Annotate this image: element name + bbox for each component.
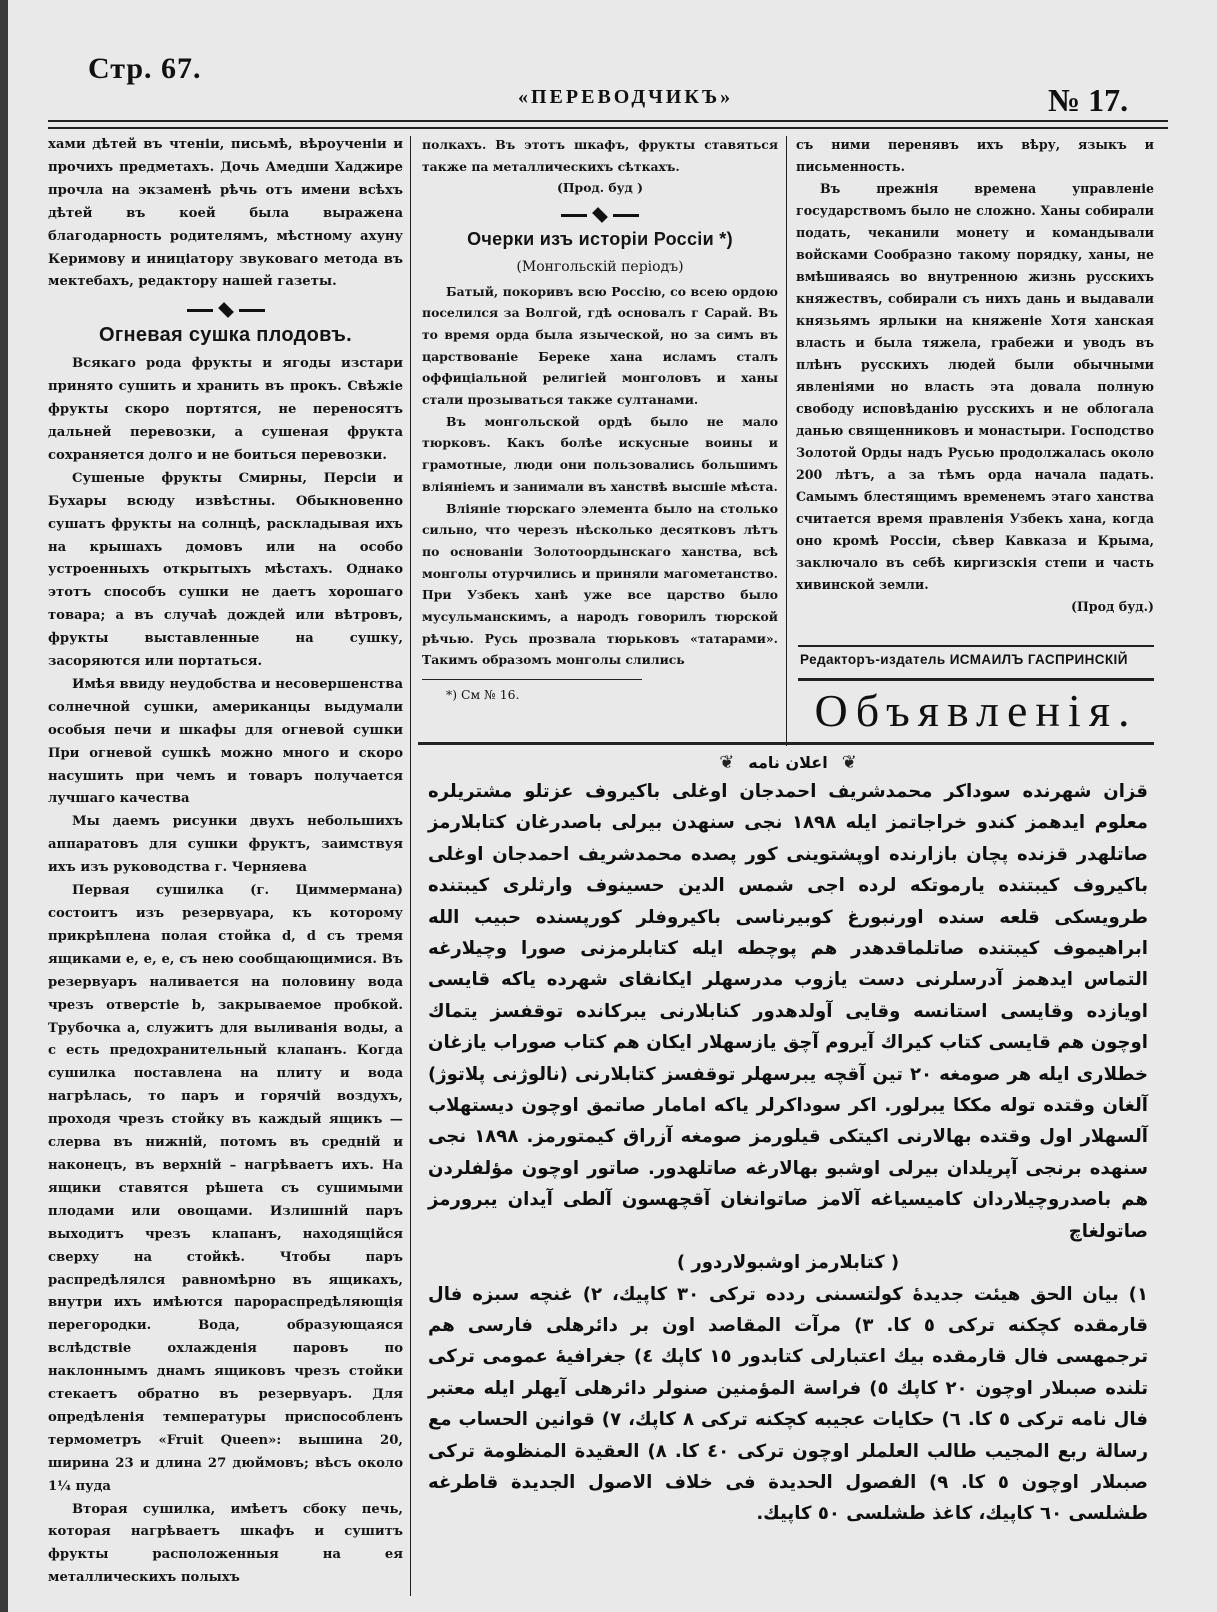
ad-title: اعلان نامه xyxy=(748,753,828,772)
ad-title-row xyxy=(428,750,1148,776)
left-continuation: хами дѣтей въ чтеніи, письмѣ, вѣроученіи и прочихъ предметахъ. Дочь Амедши Хаджире прочла на экзаменѣ рѣчь отъ имени всѣхъ дѣтей въ коей была выражена благодарность родителямъ, мѣстному ахуну Керимову и иниціатору звуковаго метода въ мектебахъ, редактору нашей газеты. xyxy=(48,137,403,290)
editor-publisher: Редакторъ-издатель ИСМАИЛЪ ГАСПРИНСКІЙ xyxy=(800,652,1128,667)
section-ornament xyxy=(422,205,778,225)
article-paragraph: Сушеные фрукты Смирны, Персіи и Бухары всюду извѣстны. Обыкновенно сушатъ фрукты на солнцѣ, раскладывая ихъ на крышахъ домовъ или на особо устроенныхъ открытыхъ мѣстахъ. Однако этотъ способъ сушки не даетъ хорошаго товара; а въ случаѣ дождей или вѣтровъ, фрукты выставленные на сушку, засоряются или портаться. xyxy=(48,470,403,670)
left-column xyxy=(48,134,403,1590)
ad-list-title: ( كتابلارمز اوشبولاردور ) xyxy=(676,1252,900,1274)
article-paragraph: Мы даемъ рисунки двухъ небольшихъ аппаратовъ для сушки фруктъ, заимствуя ихъ изъ руководства г. Черняева xyxy=(48,814,403,876)
diamond-ornament-icon xyxy=(218,302,234,318)
section-title-drying: Огневая сушка плодовъ. xyxy=(99,324,352,347)
continued-note: (Прод буд.) xyxy=(1070,599,1154,614)
issue-number: № 17. xyxy=(1048,82,1129,118)
column-divider-2 xyxy=(786,136,787,746)
section-title-history: Очерки изъ исторіи Россіи *) xyxy=(467,229,733,250)
section-subtitle: (Монгольскій періодъ) xyxy=(516,258,684,275)
footnote: *) См № 16. xyxy=(446,687,520,703)
column-divider-1 xyxy=(410,136,411,1596)
advertisements-heading: Объявленія. xyxy=(814,685,1138,736)
section-ornament xyxy=(48,300,403,320)
flourish-ornament-icon: ❦ xyxy=(719,752,735,773)
editor-rule-bottom xyxy=(798,678,1154,681)
middle-column xyxy=(422,134,778,706)
article-paragraph: Первая сушилка (г. Циммермана) состоитъ изъ резервуара, къ которому прикрѣплена полая стойка d, d съ тремя ящиками e, e, e, съ нею сообщающимися. Въ резервуаръ наливается на половину вода чрезъ отверстіе b, закрываемое пробкой. Трубочка a, служитъ для выливанія воды, а c есть предохранительный клапанъ. Когда сушилка поставлена на плиту и вода нагрѣлась, то паръ и горячій воздухъ, проходя чрезъ стойку въ каждый ящикъ —слерва въ нижній, потомъ въ средній и наконецъ, въ верхній – нагрѣваетъ ихъ. На ящики ставятся рѣшета съ сушимыми плодами или овощами. Излишній паръ выходитъ чрезъ клапанъ, находящійся сверху на стойкѣ. Чтобы паръ распредѣлялся равномѣрно въ ящикахъ, внутри ихъ имѣются парораспредѣляющія перегородки. Вода, образующаяся вслѣдствіе охлажденія паровъ по наклоннымъ днамъ ящиковъ чрезъ стойки стекаетъ обратно въ резервуаръ. Для опредѣленія температуры приспособленъ термометръ «Fruit Queen»: вышина 20, ширина 23 и длина 27 дюймовъ; вѣсъ около 1¼ пуда xyxy=(48,883,403,1494)
article-paragraph: Имѣя ввиду неудобства и несовершенства солнечной сушки, американцы выдумали особыя печи и шкафы для огневой сушки При огневой сушкѣ можно много и скоро насушить при чемъ и товаръ получается лучшаго качества xyxy=(48,676,403,807)
article-paragraph: Въ монгольской ордѣ было не мало тюрковъ. Какъ болѣе искусные воины и грамотные, люди они пользовались большимъ вліяніемъ и занимали въ ханствѣ высшіе мѣста. xyxy=(422,413,778,494)
article-paragraph: Въ прежнія времена управленіе государствомъ было не сложно. Ханы собирали подать, чеканили монету и командывали войсками Сообразно такому порядку, ханы, не вмѣшиваясь во внутренною жизнь русскихъ княжествъ, собирали съ нихъ дань и выдавали князьямъ ярлыки на княженіе Хотя ханская власть и была тяжела, грабежи и уводъ въ плѣнъ русскихъ людей были обычными явленіями но власть эта довала полную свободу исповѣданію русскихъ и не облогала данью священниковъ и монастыри. Господство Золотой Орды надъ Русью продолжалась около 200 лѣтъ, а за тѣмъ орда начала падать. Самымъ блестящимъ временемъ этаго ханства считается время правленія Узбекъ хана, когда оно кромѣ Россіи, сѣвер Кавказа и Крыма, заключало въ себѣ киргизскія степи и часть хивинской земли. xyxy=(796,181,1154,592)
article-paragraph: Батый, покоривъ всю Россію, со всею ордою поселился за Волгой, гдѣ основалъ г Сарай. Въ то время орда была языческой, но за симъ въ царствованіе Береке хана исламъ сталъ оффиціальной религіей монголовъ и ханы стали прозываться также султанами. xyxy=(422,283,778,408)
newspaper-page xyxy=(8,0,1217,1612)
ads-rule xyxy=(418,742,1154,745)
header-rule-bottom xyxy=(48,127,1168,129)
footnote-rule xyxy=(422,679,642,680)
middle-continuation: полкахъ. Въ этотъ шкафъ, фрукты ставяться также па металлическихъ сѣткахъ. xyxy=(422,137,778,174)
article-paragraph: Вліяніе тюрскаго элемента было на столько сильно, что черезъ нѣсколько десятковъ лѣтъ по основаніи Золотоордынскаго ханства, всѣ монголы отурчились и приняли магометанство. При Узбекъ ханѣ уже все царство было мусульманскимъ, а народъ говорилъ тюрской рѣчью. Русь прозвала тюрьковъ «татарами». Такимъ образомъ монголы слились xyxy=(422,500,778,668)
article-paragraph: Вторая сушилка, имѣетъ сбоку печь, которая нагрѣваетъ шкафъ и сушитъ фрукты расположенныя на ея металлическихъ полыхъ xyxy=(48,1501,403,1586)
flourish-ornament-icon: ❦ xyxy=(841,752,857,773)
article-paragraph: Всякаго рода фрукты и ягоды изстари принято сушить и хранить въ прокъ. Свѣжіе фрукты скоро портятся, не переносятъ дальней перевозки, а сушеная фрукта сохраняется долго и не боиться перевозки. xyxy=(48,356,403,463)
scan-edge xyxy=(0,0,8,1612)
right-continuation: съ ними перенявъ ихъ вѣру, языкъ и письменность. xyxy=(796,137,1154,174)
editor-rule-top xyxy=(798,645,1154,647)
ad-book-list: ١) بيان الحق هيئت جديدهٔ كولتسىنى ردده تركى ٣٠ كاپيك، ٢) غنچه سبزه فال قارمقده كچكنه تركى ٥ كا. ٣) مرآت المقاصد اون بر دائرهلى فارسى هم ترجمهسى فال قارمقده بيك اعتبارلى كتابدور ١٥ كاپك ٤) جغرافيهٔ عمومى تركى تلنده صبىلار اوچون ٢٠ كاپك ٥) فراسة المؤمنين صنولر دائرهلى آيهلر ايله معتبر فال نامه تركى ٥ كا. ٦) حكايات عجيبه كچكنه تركى ٨ كاپك، ٧) قوانين الحساب مع رسالة ربع المجيب طالب العلملر اوچون تركى ٤٠ كا. ٨) العقيدة المنظومة تركى صبىلار اوچون ٥ كا. ٩) الفصول الحديدة فى خلاف الاصول الجديدة قاطرغه طشلسى ٦٠ كاپيك، كاغذ طشلسى ٥٠ كاپيك. xyxy=(428,1283,1149,1525)
advertisement-block xyxy=(428,750,1148,1530)
right-column xyxy=(796,134,1154,618)
header-rule-top xyxy=(48,120,1168,122)
page-number: Стр. 67. xyxy=(88,52,202,85)
continued-note: (Прод. буд ) xyxy=(556,180,643,196)
newspaper-title: «ПЕРЕВОДЧИКЪ» xyxy=(518,86,734,108)
diamond-ornament-icon xyxy=(592,207,608,223)
ad-paragraph: قزان شهرنده سوداكر محمدشريف احمدجان اوغلى باكيروف عزتلو مشتريلره معلوم ايدهمز كندو خراجاتمز ايله ١٨٩٨ نجى سنهدن بيرلى باصدرغان كتابلارمز صاتلهدر قزنده پچان بازارنده اوپشتوينى كور پصده محمدشريف احمدجان اوغلى باكيروف كيبتنده يارموتكه لرده اجى شمس الدين حسينوف وارثلرى كيبتنده طرويسكى قلعه سنده اورنبورغ كوبيرناسى باكيروفلر كورپسنده حبيب الله ابراهيموف كيبتنده صاتلماقدهدر هم پوچطه ايله كتابلرمزنى صورا وچيلارغه التماس ايدهمز آدرسلرنى دست يازوب مدرسهلر ايكانقاى شهرده ياكه قايسى اويازده وقايسى استانسه وقايى آولدهدور كنابلارنى يبركانده توقفسز يتماك اوچون هم قايسى كتاب كيراك آيروم آچق يازسهلار ايكان هم كتاب صوراب يازغان خطلارى ايله هر صومغه ٢٠ تين آقچه يبرسهلر توقفسز كتابلارنى (نالوژنى پلاتوژ) آلغان وقتده توله مككا يبرلور. اكر سوداكرلر ياكه امامار صاتمق اوچون ديستهلاب آلسهلار اول وقتده بهالارنى اكيتكى قيلورمز صومغه آزراق كيمتورمز. ١٨٩٨ نجى سنهده برنجى آپريلدان بيرلى اوشبو بهالارغه صاتلهدور. صاتور اوچون مؤلفلردن هم باصدروچيلاردان كاميسياغه آلامز صاتوانغان آقچهسون آلطى آيدان يبرورمز صاتولغاچ xyxy=(428,781,1148,1242)
